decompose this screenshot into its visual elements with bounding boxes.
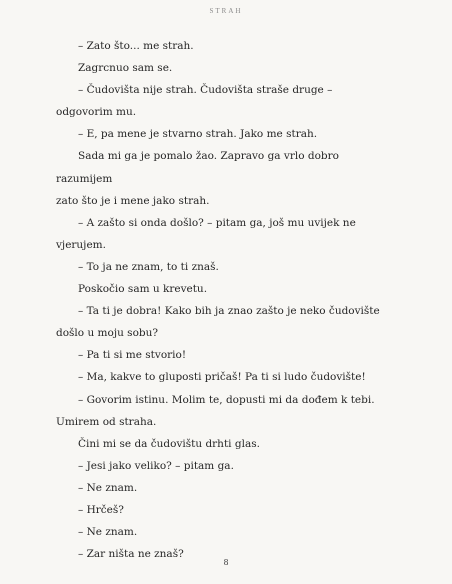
- paragraph: – Ma, kakve to gluposti pričaš! Pa ti si ludo čudovište!: [78, 371, 366, 384]
- paragraph: Čini mi se da čudovištu drhti glas.: [78, 437, 260, 450]
- paragraph: Poskočio sam u krevetu.: [78, 283, 208, 296]
- paragraph: – Pa ti si me stvorio!: [78, 349, 187, 362]
- paragraph: – Govorim istinu. Molim te, dopusti mi da dođem k tebi. Umirem od straha.: [56, 393, 375, 428]
- paragraph: – Jesi jako veliko? – pitam ga.: [78, 459, 234, 472]
- paragraph: – Čudovišta nije strah. Čudovišta straše druge – odgovorim mu.: [56, 84, 333, 119]
- paragraph: – E, pa mene je stvarno strah. Jako me strah.: [78, 128, 318, 141]
- paragraph: Zagrcnuo sam se.: [78, 62, 173, 75]
- paragraph: – Zar ništa ne znaš?: [78, 548, 184, 561]
- paragraph: – To ja ne znam, to ti znaš.: [78, 260, 219, 273]
- paragraph: – Ne znam.: [78, 481, 138, 494]
- body-text: [56, 35, 396, 565]
- page-number: 8: [223, 558, 229, 567]
- paragraph: – A zašto si onda došlo? – pitam ga, još mu uvijek ne vjerujem.: [56, 216, 356, 251]
- paragraph: Sada mi ga je pomalo žao. Zapravo ga vrlo dobro razumijem zato što je i mene jako strah.: [56, 150, 339, 207]
- paragraph: – Ne znam.: [78, 526, 138, 539]
- running-head: STRAH: [209, 7, 243, 15]
- paragraph: – Ta ti je dobra! Kako bih ja znao zašto je neko čudovište došlo u moju sobu?: [56, 305, 380, 340]
- paragraph: – Hrčeš?: [78, 503, 124, 516]
- paragraph: – Zato što... me strah.: [78, 40, 194, 52]
